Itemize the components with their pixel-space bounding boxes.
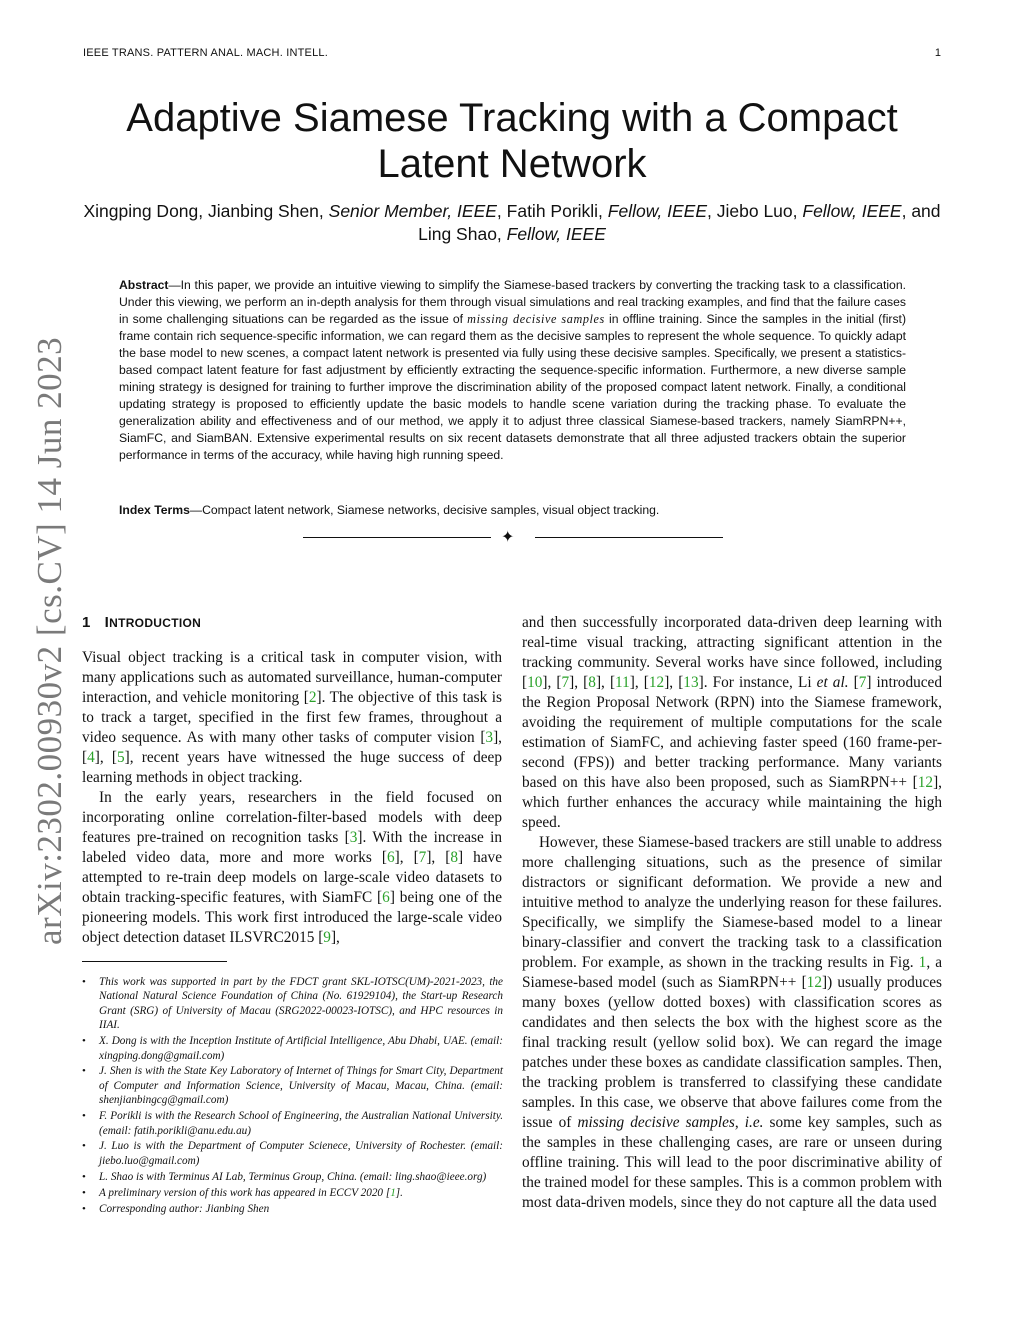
footnote-item: • F. Porikli is with the Research School of Engineering, the Australian National University. (email: fatih.porikli@anu.edu.au) bbox=[82, 1109, 503, 1138]
abstract-label: Abstract bbox=[119, 278, 169, 292]
author-role-1: Senior Member, IEEE bbox=[328, 201, 497, 221]
citation-link[interactable]: 4 bbox=[87, 749, 95, 766]
author-role-4: Fellow, IEEE bbox=[506, 224, 606, 244]
footnote-item: • Corresponding author: Jianbing Shen bbox=[82, 1202, 503, 1216]
section-divider bbox=[303, 530, 723, 544]
divider-rule-right bbox=[535, 537, 723, 538]
page-number: 1 bbox=[934, 47, 941, 59]
index-terms-text: —Compact latent network, Siamese networks, decisive samples, visual object tracking. bbox=[189, 503, 660, 517]
citation-link[interactable]: 11 bbox=[615, 674, 630, 691]
citation-link[interactable]: 8 bbox=[450, 849, 459, 866]
section-initial: I bbox=[104, 614, 110, 631]
abstract bbox=[119, 277, 906, 464]
right-column bbox=[522, 613, 942, 1213]
abstract-emphasis: missing decisive samples bbox=[467, 312, 605, 326]
footnote-item: • J. Luo is with the Department of Computer Scienece, University of Rochester. (email: jiebo.luo@gmail.com) bbox=[82, 1139, 503, 1168]
left-column bbox=[82, 613, 502, 948]
divider-rule-left bbox=[303, 537, 491, 538]
index-terms-label: Index Terms bbox=[119, 503, 190, 517]
citation-link[interactable]: 10 bbox=[527, 674, 543, 691]
citation-link[interactable]: 13 bbox=[683, 674, 699, 691]
section-title-rest: NTRODUCTION bbox=[109, 616, 202, 630]
citation-link[interactable]: 12 bbox=[917, 774, 934, 791]
footnote-list bbox=[82, 975, 503, 1218]
citation-link[interactable]: 7 bbox=[418, 849, 427, 866]
figure-link[interactable]: 1 bbox=[918, 954, 927, 971]
section-number: 1 bbox=[82, 614, 91, 631]
footnote-item: • L. Shao is with Terminus AI Lab, Terminus Group, China. (email: ling.shao@ieee.org) bbox=[82, 1170, 503, 1184]
intro-paragraph-4: However, these Siamese-based trackers are still unable to address more challenging situations, such as the presence of similar distractors or significant deformation. We provide a new and intuitive method to analyze the underlying reason for these failures. Specifically, we simplify the Siamese-based model to a linear binary-classifier and convert the tracking task to a classification problem. For example, as shown in the tracking results in Fig. 1, a Siamese-based model (such as SiamRPN++ [12]) usually produces many boxes (yellow dotted boxes) with classification scores as candidates and then selects the box with the highest score as the final tracking result (yellow solid box). We can regard the image patches under these boxes as candidate classification samples. Then, the tracking problem is transferred to classifying these candidate samples. In this case, we observe that above failures come from the issue of missing decisive samples, i.e. some key samples, such as the samples in these challenging cases, are rare or unseen during offline training. This will lead to the poor discriminative ability of the trained model for these samples. This is a common problem with most data-driven models, since they do not capture all the data used bbox=[522, 834, 943, 1211]
author-list bbox=[83, 200, 941, 246]
citation-link[interactable]: 3 bbox=[485, 729, 494, 746]
citation-link[interactable]: 8 bbox=[588, 674, 596, 691]
author-group-4: , and Ling Shao, bbox=[418, 201, 941, 244]
divider-star-icon: ✦ bbox=[501, 529, 515, 546]
citation-link[interactable]: 7 bbox=[561, 674, 570, 691]
citation-link[interactable]: 6 bbox=[382, 889, 390, 906]
index-terms bbox=[119, 502, 906, 519]
intro-paragraph-1: Visual object tracking is a critical task in computer vision, with many applications such as automated surveillance, human-computer interaction, and vehicle monitoring [2]. The objective of this task is to track a target, specified in the first few frames, throughout a video sequence. As with many other tasks of computer vision [3], [4], [5], recent years have witnessed the huge success of deep learning methods in object tracking. bbox=[82, 649, 503, 786]
footnote-item: • J. Shen is with the State Key Laboratory of Internet of Things for Smart City, Department of Computer and Information Science, University of Macau, Macau, China. (email: shenjianbingcg@gmail.com) bbox=[82, 1064, 503, 1107]
citation-link[interactable]: 12 bbox=[806, 974, 822, 991]
author-group-1: Xingping Dong, Jianbing Shen, bbox=[83, 201, 329, 221]
footnote-rule bbox=[82, 961, 227, 962]
arxiv-watermark: arXiv:2302.00930v2 [cs.CV] 14 Jun 2023 bbox=[30, 336, 69, 945]
citation-link[interactable]: 5 bbox=[116, 749, 125, 766]
citation-link[interactable]: 9 bbox=[323, 929, 331, 946]
abstract-text-before: —In this paper, we provide an intuitive viewing to simplify the Siamese-based trackers by converting the tracking task to a classification. Under this viewing, we perform an in-depth analysis for them through visual simulations and real tracking examples, and find that the failure cases in some challenging situations can be regarded as the issue of bbox=[119, 278, 906, 326]
citation-link[interactable]: 6 bbox=[386, 849, 395, 866]
paper-title: Adaptive Siamese Tracking with a Compact Latent Network bbox=[126, 96, 898, 186]
citation-link[interactable]: 1 bbox=[390, 1186, 396, 1199]
section-heading-introduction bbox=[82, 613, 502, 633]
author-role-3: Fellow, IEEE bbox=[802, 201, 902, 221]
citation-link[interactable]: 12 bbox=[648, 674, 665, 691]
intro-paragraph-3: and then successfully incorporated data-driven deep learning with real-time visual tracking, attracting significant attention in the tracking community. Several works have since followed, including [10], [7], [8], [11], [12], [13]. For instance, Li et al. [7] introduced the Region Proposal Network (RPN) into the Siamese framework, avoiding the requirement of multiple computations for the scale estimation of SiamFC, and achieving faster speed (160 frame-per-second (FPS)) and better tracking performance. Many variants based on this have also been proposed, such as SiamRPN++ [12], which further enhances the accuracy while maintaining the high speed. bbox=[522, 614, 942, 831]
abstract-text-after: in offline training. Since the samples in the initial (first) frame contain rich sequence-specific information, we can regard them as the decisive samples to represent the whole sequence. To quickly adapt the base model to new scenes, a compact latent network is presented via fully using these decisive samples. Specifically, we present a statistics-based compact latent feature for fast adjustment by efficiently extracting the sequence-specific information. Furthermore, a new diverse sample mining strategy is designed for training to further improve the discrimination ability of the proposed compact latent network. Finally, a conditional updating strategy is proposed to efficiently update the basic models to handle scene variation during the tracking phase. To evaluate the generalization ability and effectiveness and of our method, we apply it to adjust three classical Siamese-based trackers, namely SiamRPN++, SiamFC, and SiamBAN. Extensive experimental results on six recent datasets demonstrate that all three adjusted trackers obtain the superior performance in terms of the accuracy, while having high running speed. bbox=[119, 312, 906, 462]
intro-paragraph-2: In the early years, researchers in the field focused on incorporating online correlation-filter-based models with deep features pre-trained on recognition tasks [3]. With the increase in labeled video data, more and more works [6], [7], [8] have attempted to re-train deep models on large-scale video datasets to obtain tracking-specific features, with SiamFC [6] being one of the pioneering models. This work first introduced the large-scale video object detection dataset ILSVRC2015 [9], bbox=[82, 789, 502, 946]
footnote-item-preliminary: • A preliminary version of this work has appeared in ECCV 2020 [1]. bbox=[82, 1186, 503, 1200]
footnote-item: • This work was supported in part by the FDCT grant SKL-IOTSC(UM)-2021-2023, the National Natural Science Foundation of China (No. 61929104), the Start-up Research Grant (SRG) of University of Macau (SRG2022-00023-IOTSC), and HPC resources in IIAI. bbox=[82, 975, 503, 1033]
citation-link[interactable]: 2 bbox=[308, 689, 317, 706]
author-group-2: , Fatih Porikli, bbox=[496, 201, 608, 221]
citation-link[interactable]: 7 bbox=[858, 674, 867, 691]
citation-link[interactable]: 3 bbox=[349, 829, 358, 846]
running-head: IEEE TRANS. PATTERN ANAL. MACH. INTELL. bbox=[83, 47, 328, 59]
author-group-3: , Jiebo Luo, bbox=[707, 201, 803, 221]
footnote-item: • X. Dong is with the Inception Institute of Artificial Intelligence, Abu Dhabi, UAE. (email: xingping.dong@gmail.com) bbox=[82, 1034, 503, 1063]
author-role-2: Fellow, IEEE bbox=[607, 201, 708, 221]
